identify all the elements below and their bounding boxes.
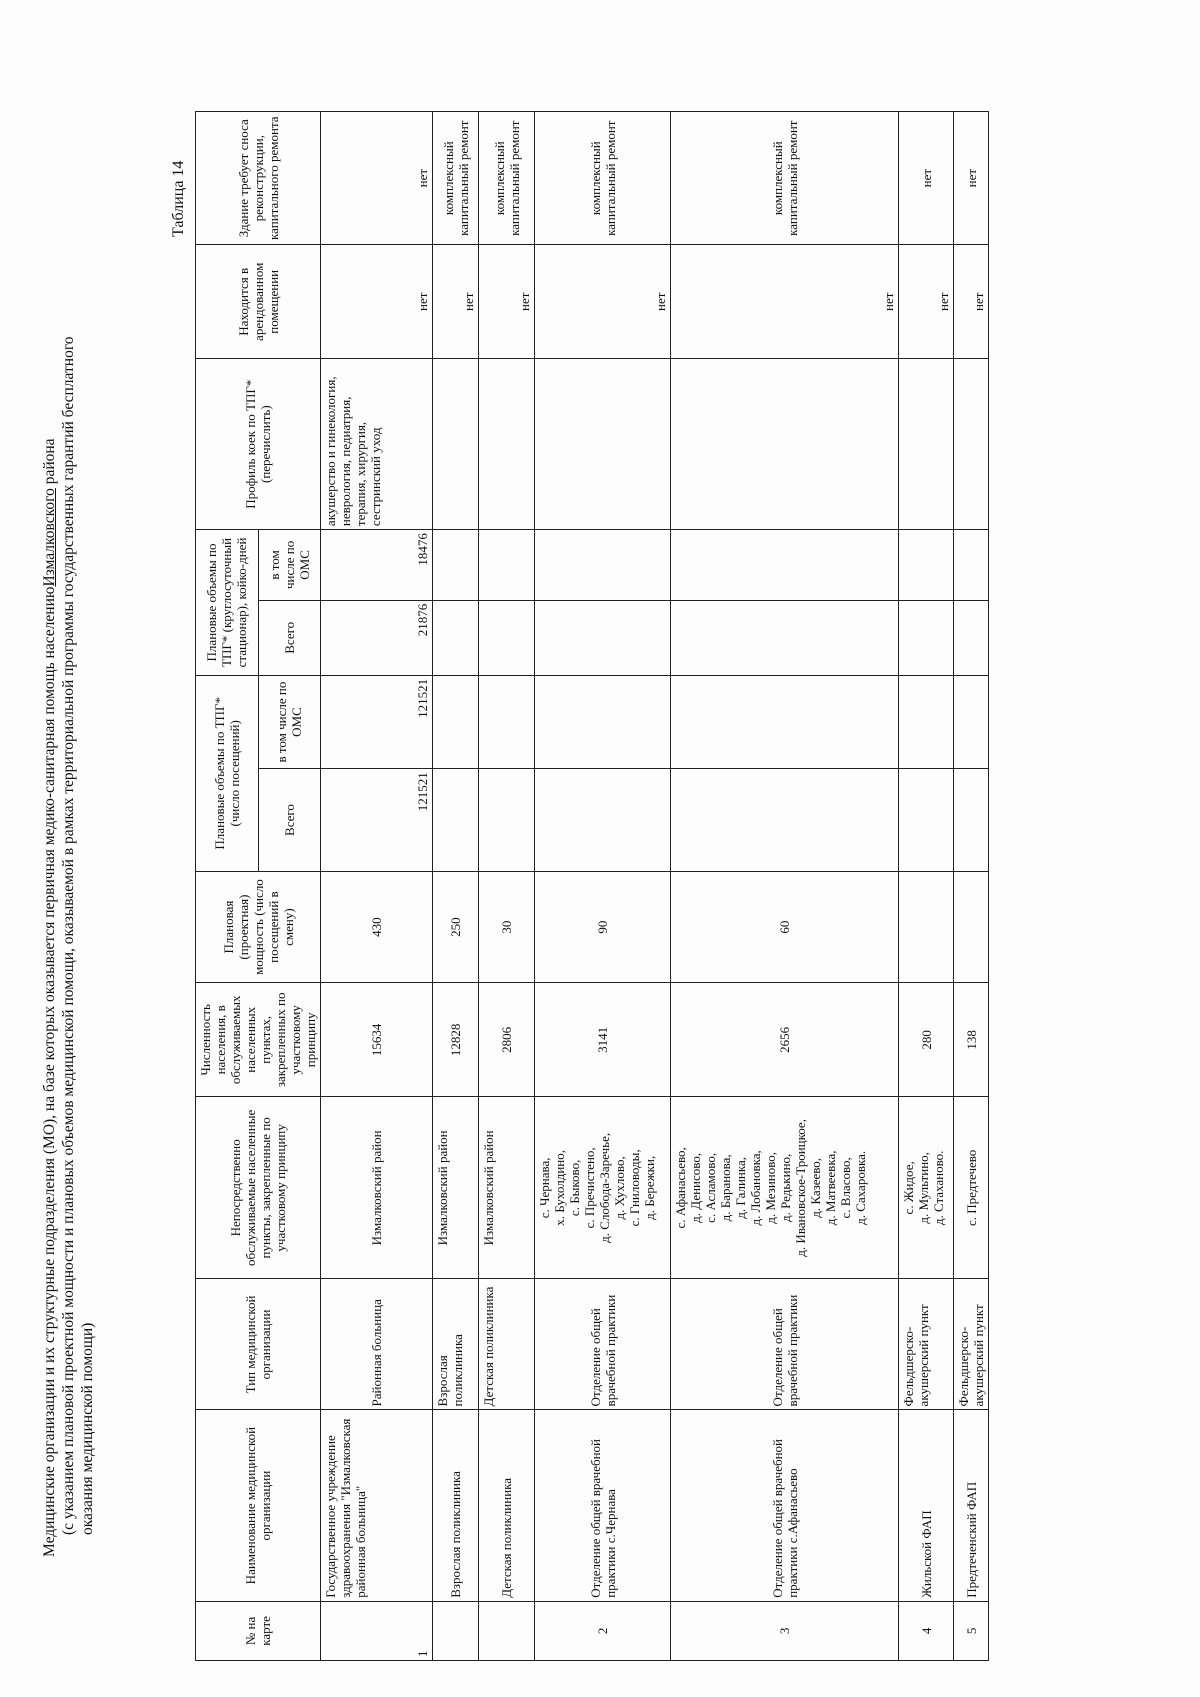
header-type: Тип медицинской организации: [196, 1279, 321, 1410]
cell-capacity: 30: [479, 871, 535, 983]
header-visits-oms: в том числе по ОМС: [258, 675, 321, 768]
settlement: с. Гниловоды,: [627, 1149, 642, 1227]
header-visits-group: Плановые объемы по ТПГ* (число посещений): [196, 675, 259, 871]
cell-repair: нет: [954, 112, 989, 245]
cell-visits-total: [954, 769, 989, 872]
cell-rented: нет: [899, 245, 954, 359]
table-row: [433, 112, 479, 1661]
title-line-3: оказания медицинской помощи): [79, 1322, 96, 1535]
cell-name: Отделение общей врачебной практики с.Афанасьево: [671, 1410, 899, 1601]
header-row: [196, 112, 259, 1661]
settlement: д. Мезиново,: [763, 1151, 778, 1224]
cell-type: Отделение общей врачебной практики: [671, 1279, 899, 1410]
cell-visits-oms: [479, 675, 535, 768]
settlement: д. Хухлово,: [612, 1156, 627, 1220]
cell-beds-oms: [671, 530, 899, 601]
cell-capacity: 250: [433, 871, 479, 983]
header-settlements: Непосредственно обслуживаемые населенные пункты, закрепленные по участковому принципу: [196, 1097, 321, 1279]
cell-type: Детская поликлиника: [479, 1279, 535, 1410]
medical-organizations-table: [195, 111, 989, 1661]
cell-settlements: [479, 1097, 535, 1279]
cell-name: Жильской ФАП: [899, 1410, 954, 1601]
cell-name: Взрослая поликлиника: [433, 1410, 479, 1601]
title-line-1: [40, 107, 59, 1557]
cell-profile: [535, 359, 671, 530]
cell-rented: нет: [479, 245, 535, 359]
cell-repair: комплексный капитальный ремонт: [433, 112, 479, 245]
settlement: д. Слобода-Заречье,: [597, 1132, 612, 1243]
cell-visits-total: [433, 769, 479, 872]
cell-visits-total: 121521: [321, 769, 433, 872]
cell-visits-total: [535, 769, 671, 872]
cell-population: 2806: [479, 983, 535, 1097]
document-title: [40, 107, 97, 1557]
settlement: д. Лобановка,: [748, 1150, 763, 1226]
settlement: с. Чернава,: [537, 1157, 552, 1219]
cell-settlements: [321, 1097, 433, 1279]
cell-capacity: 90: [535, 871, 671, 983]
cell-beds-oms: [433, 530, 479, 601]
settlement: д. Баранова,: [718, 1154, 733, 1222]
cell-beds-oms: [954, 530, 989, 601]
settlement: д. Денисово,: [688, 1152, 703, 1223]
cell-name: Предтеченский ФАП: [954, 1410, 989, 1601]
cell-population: 15634: [321, 983, 433, 1097]
cell-visits-oms: 121521: [321, 675, 433, 768]
cell-rented: нет: [535, 245, 671, 359]
cell-beds-total: [954, 600, 989, 675]
settlement: с. Афанасьево,: [673, 1147, 688, 1229]
cell-visits-oms: [954, 675, 989, 768]
cell-population: 12828: [433, 983, 479, 1097]
settlement: д. Стаханово.: [931, 1150, 946, 1226]
cell-rented: нет: [671, 245, 899, 359]
cell-population: 138: [954, 983, 989, 1097]
header-rented: Находится в арендованном помещении: [196, 245, 321, 359]
cell-settlements: [899, 1097, 954, 1279]
cell-population: 3141: [535, 983, 671, 1097]
cell-num: 3: [671, 1601, 899, 1660]
settlement: д. Казеево,: [808, 1157, 823, 1218]
cell-type: Районная больница: [321, 1279, 433, 1410]
cell-capacity: [899, 871, 954, 983]
settlement: с. Жидое,: [901, 1161, 916, 1215]
header-capacity: Плановая (проектная) мощность (число посещений в смену): [196, 871, 321, 983]
cell-profile: акушерство и гинекология, неврология, педиатрия, терапия, хирургия, сестринский уход: [321, 359, 433, 530]
cell-population: 2656: [671, 983, 899, 1097]
settlement: д. Редькино,: [778, 1153, 793, 1223]
cell-beds-total: [535, 600, 671, 675]
cell-visits-total: [899, 769, 954, 872]
cell-profile: [899, 359, 954, 530]
header-num: № на карте: [196, 1601, 321, 1660]
cell-beds-total: 21876: [321, 600, 433, 675]
cell-profile: [433, 359, 479, 530]
header-beds-group: Плановые объемы по ТПГ* (круглосуточный стационар), койко-дней: [196, 530, 259, 676]
settlement: Измалковский район: [369, 1130, 384, 1246]
cell-name: Государственное учреждение здравоохранения "Измалковская районная больница": [321, 1410, 433, 1601]
settlement: с. Асламово,: [703, 1152, 718, 1223]
cell-type: Фельдшерско-акушерский пункт: [899, 1279, 954, 1410]
cell-capacity: 430: [321, 871, 433, 983]
cell-name: Детская поликлиника: [479, 1410, 535, 1601]
cell-profile: [671, 359, 899, 530]
cell-type: Фельдшерско-акушерский пункт: [954, 1279, 989, 1410]
cell-rented: нет: [954, 245, 989, 359]
cell-beds-total: [671, 600, 899, 675]
title-text-end: района: [41, 438, 58, 489]
header-beds-total: Всего: [258, 600, 321, 675]
header-name: Наименование медицинской организации: [196, 1410, 321, 1601]
cell-beds-oms: 18476: [321, 530, 433, 601]
cell-population: 280: [899, 983, 954, 1097]
header-beds-oms: в том числе по ОМС: [258, 530, 321, 601]
settlement: Измалковский район: [435, 1130, 450, 1246]
table-row: [535, 112, 671, 1661]
cell-num: 4: [899, 1601, 954, 1660]
cell-profile: [479, 359, 535, 530]
table-row: [671, 112, 899, 1661]
cell-repair: нет: [899, 112, 954, 245]
title-district: Измалковского: [41, 488, 58, 587]
cell-beds-oms: [479, 530, 535, 601]
cell-num: [433, 1601, 479, 1660]
cell-visits-total: [479, 769, 535, 872]
cell-capacity: 60: [671, 871, 899, 983]
cell-name: Отделение общей врачебной практики с.Чернава: [535, 1410, 671, 1601]
cell-beds-total: [479, 600, 535, 675]
cell-settlements: [535, 1097, 671, 1279]
settlement: х. Бухолдино,: [552, 1149, 567, 1226]
cell-capacity: [954, 871, 989, 983]
cell-visits-total: [671, 769, 899, 872]
title-text: Медицинские организации и их структурные подразделения (МО), на базе которых оказывается первичная медико-санитарная помощь населению: [41, 586, 58, 1557]
title-line-2: (с указанием плановой проектной мощности и плановых объемов медицинской помощи, оказываемой в рамках территориальной программы государственных гарантий бесплатного: [60, 336, 77, 1535]
cell-num: 2: [535, 1601, 671, 1660]
header-profile: Профиль коек по ТПГ* (перечислить): [196, 359, 321, 530]
cell-num: [479, 1601, 535, 1660]
cell-visits-oms: [535, 675, 671, 768]
cell-repair: нет: [321, 112, 433, 245]
cell-repair: комплексный капитальный ремонт: [671, 112, 899, 245]
settlement: с. Предтечево: [963, 1149, 979, 1227]
settlement: д. Мультино,: [916, 1152, 931, 1224]
settlement: с. Быково,: [567, 1159, 582, 1217]
settlement: д. Сахаровка.: [853, 1150, 868, 1225]
cell-settlements: [954, 1097, 989, 1279]
table-row: [954, 112, 989, 1661]
cell-type: Взрослая поликлиника: [433, 1279, 479, 1410]
cell-settlements: [671, 1097, 899, 1279]
cell-visits-oms: [433, 675, 479, 768]
settlement: д. Матвеевка,: [823, 1150, 838, 1226]
cell-beds-total: [899, 600, 954, 675]
settlement: д. Бережки,: [642, 1155, 657, 1220]
table-row: [321, 112, 433, 1661]
cell-num: 1: [321, 1601, 433, 1660]
settlement: с. Власово,: [838, 1157, 853, 1219]
header-repair: Здание требует сноса реконструкции, капитального ремонта: [196, 112, 321, 245]
cell-rented: нет: [321, 245, 433, 359]
cell-beds-oms: [899, 530, 954, 601]
cell-repair: комплексный капитальный ремонт: [535, 112, 671, 245]
cell-repair: комплексный капитальный ремонт: [479, 112, 535, 245]
cell-profile: [954, 359, 989, 530]
table-row: [899, 112, 954, 1661]
cell-visits-oms: [671, 675, 899, 768]
header-visits-total: Всего: [258, 769, 321, 872]
cell-beds-oms: [535, 530, 671, 601]
settlement: с. Пречистено,: [582, 1147, 597, 1229]
cell-type: Отделение общей врачебной практики: [535, 1279, 671, 1410]
table-number: Таблица 14: [170, 160, 187, 237]
settlement: д. Ивановское-Троицкое,: [793, 1119, 808, 1257]
cell-visits-oms: [899, 675, 954, 768]
settlement: Измалковский район: [481, 1130, 496, 1246]
cell-settlements: [433, 1097, 479, 1279]
cell-num: 5: [954, 1601, 989, 1660]
header-population: Численность населения, в обслуживаемых населенных пунктах, закрепленных по участковому принципу: [196, 983, 321, 1097]
settlement: д. Галинка,: [733, 1157, 748, 1219]
cell-rented: нет: [433, 245, 479, 359]
table-row: [479, 112, 535, 1661]
cell-beds-total: [433, 600, 479, 675]
